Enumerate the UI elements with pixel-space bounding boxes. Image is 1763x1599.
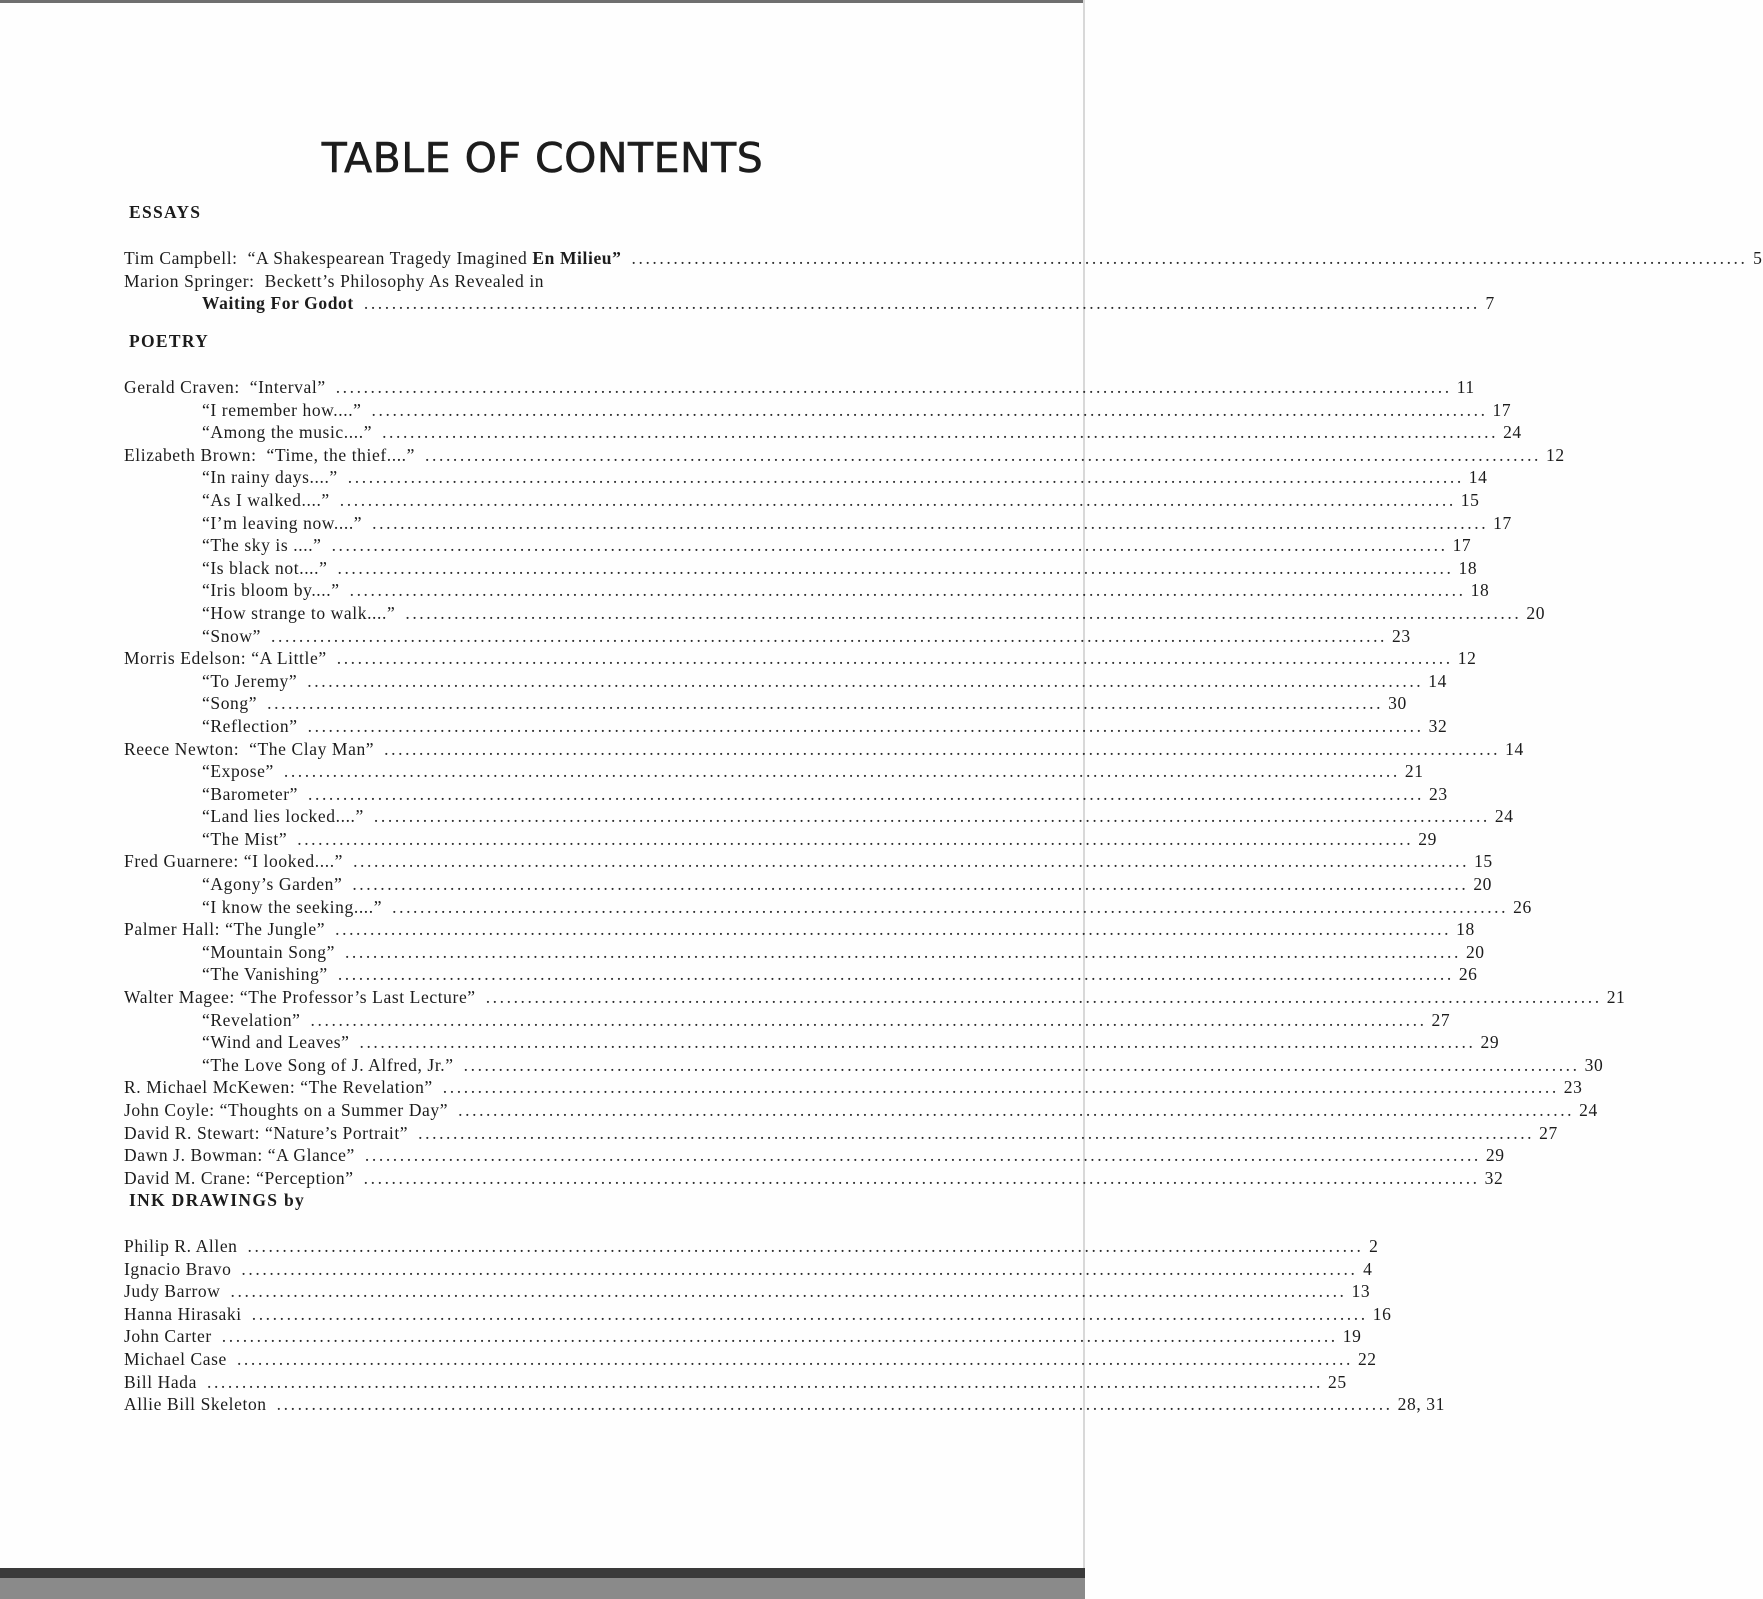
toc-entry <box>124 873 1493 896</box>
dot-leader: ................................................................................................................................................................ <box>297 828 1414 849</box>
dot-leader: ................................................................................................................................................................ <box>372 512 1489 533</box>
dot-leader: ................................................................................................................................................................ <box>382 422 1499 443</box>
toc-entry-title <box>202 602 395 625</box>
toc-entry-text: Elizabeth Brown: “Time, the thief....” <box>124 444 416 465</box>
dot-leader: ................................................................................................................................................................ <box>392 896 1509 917</box>
toc-page-number: 18 <box>1458 557 1478 578</box>
toc-entry-title <box>124 376 326 399</box>
toc-page-number: 18 <box>1470 580 1490 601</box>
toc-page-number: 12 <box>1546 444 1565 465</box>
toc-page-number: 29 <box>1480 1032 1500 1053</box>
toc-entry <box>124 466 1488 489</box>
toc-entry-title <box>202 625 261 648</box>
section-heading-ink-drawings: INK DRAWINGS by <box>129 1190 306 1210</box>
dot-leader: ................................................................................................................................................................ <box>458 1100 1575 1120</box>
toc-page-number: 17 <box>1493 512 1512 533</box>
toc-page-number: 20 <box>1526 602 1546 623</box>
toc-page-number: 30 <box>1388 693 1407 714</box>
toc-page-number: 18 <box>1456 919 1475 940</box>
toc-entry-title <box>124 850 343 873</box>
dot-leader: ................................................................................................................................................................ <box>339 489 1456 510</box>
toc-entry <box>124 1009 1451 1032</box>
toc-entry <box>124 1393 1446 1416</box>
toc-page-number: 11 <box>1456 377 1475 397</box>
toc-entry-text: “To Jeremy” <box>202 670 298 691</box>
dot-leader: ................................................................................................................................................................ <box>251 1303 1368 1324</box>
toc-entry-title <box>124 1167 354 1190</box>
toc-page-number: 2 <box>1369 1236 1379 1256</box>
toc-entry <box>124 292 1495 315</box>
toc-entry <box>124 557 1478 580</box>
toc-entry-text: Michael Case <box>124 1348 227 1369</box>
toc-entry <box>124 1076 1583 1099</box>
dot-leader: ................................................................................................................................................................ <box>307 715 1424 736</box>
toc-page-number: 7 <box>1485 293 1495 314</box>
toc-entry <box>124 805 1514 828</box>
toc-entry <box>124 670 1447 693</box>
toc-entry <box>124 986 1626 1009</box>
toc-entry-text: Judy Barrow <box>124 1281 221 1302</box>
dot-leader: ................................................................................................................................................................ <box>336 648 1453 669</box>
toc-entry <box>124 1303 1392 1326</box>
toc-entry-text: “I remember how....” <box>202 399 362 420</box>
dot-leader: ................................................................................................................................................................ <box>337 557 1454 578</box>
dot-leader: ................................................................................................................................................................ <box>371 399 1488 420</box>
toc-page-number: 26 <box>1458 964 1478 985</box>
toc-entry <box>124 918 1475 941</box>
toc-entry-text: Reece Newton: “The Clay Man” <box>124 738 375 759</box>
dot-leader: ................................................................................................................................................................ <box>267 693 1384 714</box>
dot-leader: ................................................................................................................................................................ <box>236 1348 1353 1369</box>
dot-leader: ................................................................................................................................................................ <box>335 919 1452 940</box>
toc-entry-title <box>124 1348 227 1371</box>
dot-leader: ................................................................................................................................................................ <box>276 1394 1393 1415</box>
toc-entry <box>124 421 1522 444</box>
toc-entry-text: “Wind and Leaves” <box>202 1032 350 1053</box>
toc-entry <box>124 1348 1377 1371</box>
toc-entry-title <box>202 805 364 828</box>
toc-entry-title <box>202 512 362 535</box>
toc-entry-text: Philip R. Allen <box>124 1236 238 1256</box>
toc-entry-title <box>124 1371 197 1394</box>
toc-entry-text: “The Mist” <box>202 828 288 849</box>
toc-page-number: 4 <box>1363 1258 1373 1279</box>
toc-entry-text: Hanna Hirasaki <box>124 1303 242 1324</box>
dot-leader: ................................................................................................................................................................ <box>352 874 1469 895</box>
toc-entry-text: David M. Crane: “Perception” <box>124 1167 354 1188</box>
toc-entry-title <box>124 247 622 270</box>
toc-entry <box>124 1258 1373 1281</box>
dot-leader: ................................................................................................................................................................ <box>359 1032 1476 1053</box>
toc-entry-title <box>202 715 298 738</box>
toc-entry-text: Marion Springer: Beckett’s Philosophy As Revealed in <box>124 270 545 291</box>
toc-entry-title <box>124 1258 231 1281</box>
toc-entry-title <box>202 670 297 693</box>
toc-entry <box>124 1144 1505 1167</box>
dot-leader: ................................................................................................................................................................ <box>271 625 1388 646</box>
toc-page-number: 32 <box>1428 715 1448 736</box>
toc-entry-title <box>124 986 476 1009</box>
toc-entry-title <box>202 941 335 964</box>
toc-list-essays <box>124 247 1763 315</box>
toc-entry-text: “Among the music....” <box>202 422 373 443</box>
toc-page-number: 15 <box>1460 489 1480 510</box>
toc-entry-text: “Is black not....” <box>202 557 328 578</box>
toc-entry-text: “Revelation” <box>202 1009 301 1030</box>
dot-leader: ................................................................................................................................................................ <box>364 1145 1481 1166</box>
toc-entry <box>124 850 1493 873</box>
toc-entry-text: Tim Campbell: “A Shakespearean Tragedy Imagined <box>124 248 533 268</box>
dot-leader: ................................................................................................................................................................ <box>631 248 1748 268</box>
toc-entry-title <box>124 1393 267 1416</box>
dot-leader: ................................................................................................................................................................ <box>463 1054 1580 1075</box>
dot-leader: ................................................................................................................................................................ <box>221 1326 1338 1347</box>
toc-entry-text: “I’m leaving now....” <box>202 512 363 533</box>
toc-entry-text: Palmer Hall: “The Jungle” <box>124 919 326 940</box>
toc-entry-text: “In rainy days....” <box>202 467 338 488</box>
toc-entry <box>124 715 1448 738</box>
toc-entry-title <box>124 1099 448 1122</box>
toc-page-number: 30 <box>1584 1054 1604 1075</box>
toc-entry <box>124 579 1490 602</box>
toc-entry-title <box>202 557 327 580</box>
dot-leader: ................................................................................................................................................................ <box>347 467 1464 488</box>
toc-entry-text: “Iris bloom by....” <box>202 580 340 601</box>
toc-entry <box>124 399 1512 422</box>
section-heading-poetry: POETRY <box>129 331 210 351</box>
dot-leader: ................................................................................................................................................................ <box>230 1281 1347 1302</box>
toc-entry <box>124 760 1424 783</box>
toc-entry-text: Walter Magee: “The Professor’s Last Lecture” <box>124 987 476 1008</box>
toc-page-number: 29 <box>1418 828 1437 849</box>
dot-leader: ................................................................................................................................................................ <box>308 783 1424 804</box>
toc-page-number: 23 <box>1429 783 1448 804</box>
toc-entry-text: “Mountain Song” <box>202 941 335 962</box>
toc-entry <box>124 534 1472 557</box>
toc-entry-text: “Snow” <box>202 625 262 646</box>
toc-page-number: 28, 31 <box>1397 1394 1446 1415</box>
toc-page-number: 23 <box>1392 625 1411 646</box>
toc-entry-text: Ignacio Bravo <box>124 1258 232 1279</box>
section-heading-essays: ESSAYS <box>129 202 202 222</box>
toc-entry-title <box>124 1235 238 1258</box>
toc-page-number: 24 <box>1503 422 1522 443</box>
toc-page-number: 13 <box>1351 1281 1371 1302</box>
dot-leader: ................................................................................................................................................................ <box>353 851 1470 872</box>
toc-entry-text: Fred Guarnere: “I looked....” <box>124 851 344 872</box>
toc-entry-title <box>202 1009 301 1032</box>
toc-page-number: 29 <box>1485 1145 1505 1166</box>
toc-page-number: 17 <box>1492 399 1512 420</box>
toc-page-number: 26 <box>1513 896 1532 917</box>
toc-page-number: 27 <box>1431 1009 1451 1030</box>
toc-entry <box>124 1167 1504 1190</box>
toc-entry-title <box>202 466 338 489</box>
toc-page-number: 32 <box>1484 1167 1504 1188</box>
page-bottom-shadow <box>0 1568 1085 1578</box>
toc-entry-title <box>124 1076 433 1099</box>
toc-page-number: 16 <box>1372 1303 1392 1324</box>
toc-entry <box>124 738 1524 761</box>
dot-leader: ................................................................................................................................................................ <box>384 738 1501 759</box>
dot-leader: ................................................................................................................................................................ <box>405 602 1522 623</box>
toc-entry-title <box>202 783 298 806</box>
toc-entry <box>124 1371 1347 1394</box>
dot-leader: ................................................................................................................................................................ <box>425 444 1542 465</box>
toc-entry-emphasis: En Milieu” <box>532 248 622 268</box>
dot-leader: ................................................................................................................................................................ <box>485 987 1602 1008</box>
toc-page-number: 25 <box>1327 1371 1347 1392</box>
dot-leader: ................................................................................................................................................................ <box>331 535 1448 556</box>
toc-entry <box>124 1054 1604 1077</box>
toc-entry-text: Morris Edelson: “A Little” <box>124 648 327 669</box>
toc-page-number: 15 <box>1474 851 1493 872</box>
toc-entry <box>124 692 1407 715</box>
dot-leader: ................................................................................................................................................................ <box>307 670 1424 691</box>
dot-leader: ................................................................................................................................................................ <box>283 761 1400 782</box>
toc-entry-text: David R. Stewart: “Nature’s Portrait” <box>124 1122 409 1143</box>
dot-leader: ................................................................................................................................................................ <box>335 377 1452 397</box>
toc-entry-text: “I know the seeking....” <box>202 896 383 917</box>
toc-entry-title <box>202 421 372 444</box>
toc-entry <box>124 247 1763 270</box>
toc-page-number: 27 <box>1539 1122 1558 1143</box>
dot-leader: ................................................................................................................................................................ <box>363 1167 1480 1188</box>
toc-entry-title <box>124 1122 408 1145</box>
toc-page-number: 19 <box>1342 1326 1362 1347</box>
toc-page-number: 14 <box>1428 670 1447 691</box>
toc-entry-text: John Carter <box>124 1326 212 1347</box>
dot-leader: ................................................................................................................................................................ <box>418 1122 1535 1143</box>
dot-leader: ................................................................................................................................................................ <box>363 293 1480 314</box>
toc-entry <box>124 489 1480 512</box>
toc-entry-title <box>202 292 354 315</box>
toc-entry-title <box>124 647 327 670</box>
toc-entry-title <box>124 1280 221 1303</box>
toc-entry-text: Gerald Craven: “Interval” <box>124 377 326 397</box>
toc-entry <box>124 1280 1371 1303</box>
dot-leader: ................................................................................................................................................................ <box>337 964 1454 985</box>
dot-leader: ................................................................................................................................................................ <box>344 941 1461 962</box>
toc-entry <box>124 647 1477 670</box>
toc-entry <box>124 828 1437 851</box>
toc-page-number: 21 <box>1606 987 1626 1008</box>
page-top-edge <box>0 0 1085 3</box>
toc-entry-text: “Land lies locked....” <box>202 806 364 827</box>
toc-entry-title <box>202 1031 349 1054</box>
toc-page-number: 20 <box>1473 874 1493 895</box>
toc-entry-text: “The Love Song of J. Alfred, Jr.” <box>202 1054 454 1075</box>
toc-entry-text: “Barometer” <box>202 783 298 804</box>
toc-entry-title <box>124 270 544 293</box>
toc-page-number: 21 <box>1404 761 1424 782</box>
toc-entry <box>124 1099 1598 1122</box>
toc-entry-text: “As I walked....” <box>202 489 330 510</box>
toc-entry-text: “Agony’s Garden” <box>202 874 343 895</box>
toc-entry-title <box>124 1325 212 1348</box>
toc-page-number: 12 <box>1457 648 1477 669</box>
toc-entry-title <box>202 1054 454 1077</box>
toc-entry-text: “Song” <box>202 693 258 714</box>
toc-entry-text: John Coyle: “Thoughts on a Summer Day” <box>124 1100 449 1120</box>
toc-entry <box>124 1235 1379 1258</box>
toc-entry-title <box>202 760 274 783</box>
toc-entry <box>124 1122 1558 1145</box>
page-title: TABLE OF CONTENTS <box>321 134 764 182</box>
toc-page-number: 22 <box>1357 1348 1377 1369</box>
toc-page-number: 20 <box>1465 941 1485 962</box>
toc-list-ink-drawings <box>124 1235 1446 1416</box>
toc-page-number: 23 <box>1563 1077 1583 1098</box>
toc-entry-title <box>202 963 328 986</box>
toc-entry-title <box>124 444 415 467</box>
dot-leader: ................................................................................................................................................................ <box>241 1258 1358 1279</box>
toc-entry <box>124 602 1546 625</box>
toc-entry-text: Allie Bill Skeleton <box>124 1394 267 1415</box>
toc-entry-title <box>202 692 257 715</box>
dot-leader: ................................................................................................................................................................ <box>349 580 1466 601</box>
toc-entry <box>124 963 1478 986</box>
toc-entry-title <box>202 873 342 896</box>
toc-entry <box>124 896 1532 919</box>
toc-entry <box>124 444 1565 467</box>
toc-page-number: 24 <box>1579 1100 1598 1120</box>
toc-entry-text: R. Michael McKewen: “The Revelation” <box>124 1077 433 1098</box>
toc-entry <box>124 1031 1500 1054</box>
dot-leader: ................................................................................................................................................................ <box>373 806 1490 827</box>
toc-page-number: 5 <box>1753 248 1763 268</box>
toc-page-number: 17 <box>1452 535 1472 556</box>
toc-entry-text: “Reflection” <box>202 715 298 736</box>
toc-entry <box>124 1325 1362 1348</box>
dot-leader: ................................................................................................................................................................ <box>310 1009 1427 1030</box>
toc-entry <box>124 941 1485 964</box>
toc-entry-title <box>124 1303 242 1326</box>
toc-entry <box>124 376 1475 399</box>
toc-entry-title <box>124 738 374 761</box>
toc-entry-title <box>202 489 330 512</box>
toc-entry-text: Dawn J. Bowman: “A Glance” <box>124 1145 355 1166</box>
toc-entry-title <box>202 828 287 851</box>
dot-leader: ................................................................................................................................................................ <box>442 1077 1559 1098</box>
toc-entry-emphasis: Waiting For Godot <box>202 293 354 314</box>
toc-entry-title <box>202 534 322 557</box>
toc-entry-title <box>202 579 340 602</box>
toc-page-number: 14 <box>1505 738 1524 759</box>
toc-entry <box>124 270 921 293</box>
toc-list-poetry <box>124 376 1626 1189</box>
toc-entry <box>124 512 1512 535</box>
toc-entry <box>124 783 1448 806</box>
toc-entry-title <box>202 399 362 422</box>
toc-entry <box>124 625 1411 648</box>
toc-entry-title <box>124 918 325 941</box>
toc-entry-text: Bill Hada <box>124 1371 197 1392</box>
toc-entry-title <box>124 1144 355 1167</box>
dot-leader: ................................................................................................................................................................ <box>247 1236 1364 1256</box>
toc-entry-text: “The sky is ....” <box>202 535 322 556</box>
toc-entry-text: “The Vanishing” <box>202 964 328 985</box>
toc-page-number: 14 <box>1468 467 1488 488</box>
toc-entry-text: “Expose” <box>202 761 274 782</box>
toc-entry-text: “How strange to walk....” <box>202 602 396 623</box>
dot-leader: ................................................................................................................................................................ <box>206 1371 1323 1392</box>
toc-entry-title <box>202 896 382 919</box>
toc-page-number: 24 <box>1494 806 1514 827</box>
